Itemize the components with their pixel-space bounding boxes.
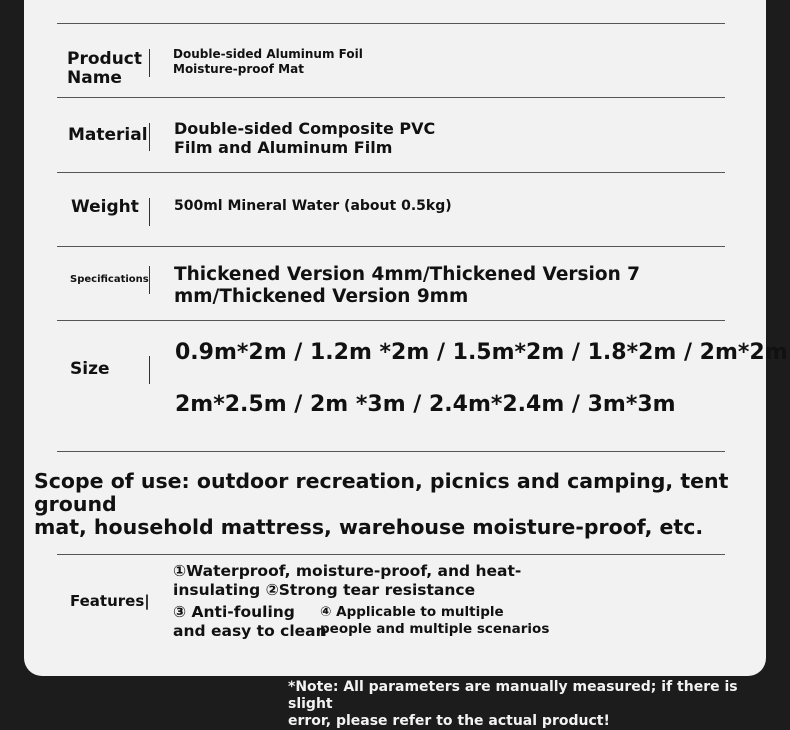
separator (149, 49, 150, 77)
product-name-label (67, 50, 142, 88)
product-name-value (173, 47, 363, 77)
scope-line: Scope of use: outdoor recreation, picnics and camping, tent ground (34, 469, 729, 516)
label-line: Product (67, 49, 142, 69)
note-line: error, please refer to the actual product! (288, 713, 610, 729)
note-line: *Note: All parameters are manually measured; if there is slight (288, 679, 738, 712)
feature-item-3 (173, 603, 327, 641)
weight-label: Weight (71, 197, 139, 217)
divider (57, 23, 725, 24)
separator (149, 266, 150, 294)
divider (57, 97, 725, 98)
feature-line: ④ Applicable to multiple (320, 604, 504, 620)
feature-line: ①Waterproof, moisture-proof, and heat- (173, 562, 522, 580)
size-value-line2: 2m*2.5m / 2m *3m / 2.4m*2.4m / 3m*3m (175, 392, 676, 417)
size-label: Size (70, 359, 110, 379)
value-line: Thickened Version 4mm/Thickened Version 7 (174, 264, 641, 285)
divider (57, 246, 725, 247)
specifications-value (174, 264, 640, 308)
feature-line: insulating ②Strong tear resistance (173, 581, 476, 599)
material-value (174, 119, 435, 157)
divider (57, 320, 725, 321)
separator (149, 356, 150, 384)
size-value-line1: 0.9m*2m / 1.2m *2m / 1.5m*2m / 1.8*2m / 2m*2m (175, 340, 788, 365)
divider (57, 554, 725, 555)
feature-line: and easy to clean (173, 622, 327, 640)
feature-line: ③ Anti-fouling (173, 603, 295, 621)
value-line: mm/Thickened Version 9mm (174, 286, 469, 307)
separator (149, 123, 150, 151)
weight-value: 500ml Mineral Water (about 0.5kg) (174, 198, 452, 214)
feature-line: people and multiple scenarios (320, 621, 550, 637)
scope-of-use (34, 470, 754, 539)
value-line: Double-sided Composite PVC (174, 119, 436, 138)
specifications-label: Specifications (70, 274, 149, 285)
feature-item-4 (320, 604, 549, 638)
divider (57, 172, 725, 173)
separator (149, 198, 150, 226)
label-line: Name (67, 68, 122, 88)
features-list (173, 562, 521, 600)
value-line: Moisture-proof Mat (173, 62, 304, 76)
material-label: Material (68, 125, 148, 145)
value-line: Double-sided Aluminum Foil (173, 47, 363, 61)
measurement-note (288, 679, 778, 730)
features-label: Features| (70, 592, 150, 610)
value-line: Film and Aluminum Film (174, 138, 393, 157)
divider (57, 451, 725, 452)
scope-line: mat, household mattress, warehouse moisture-proof, etc. (34, 515, 704, 539)
